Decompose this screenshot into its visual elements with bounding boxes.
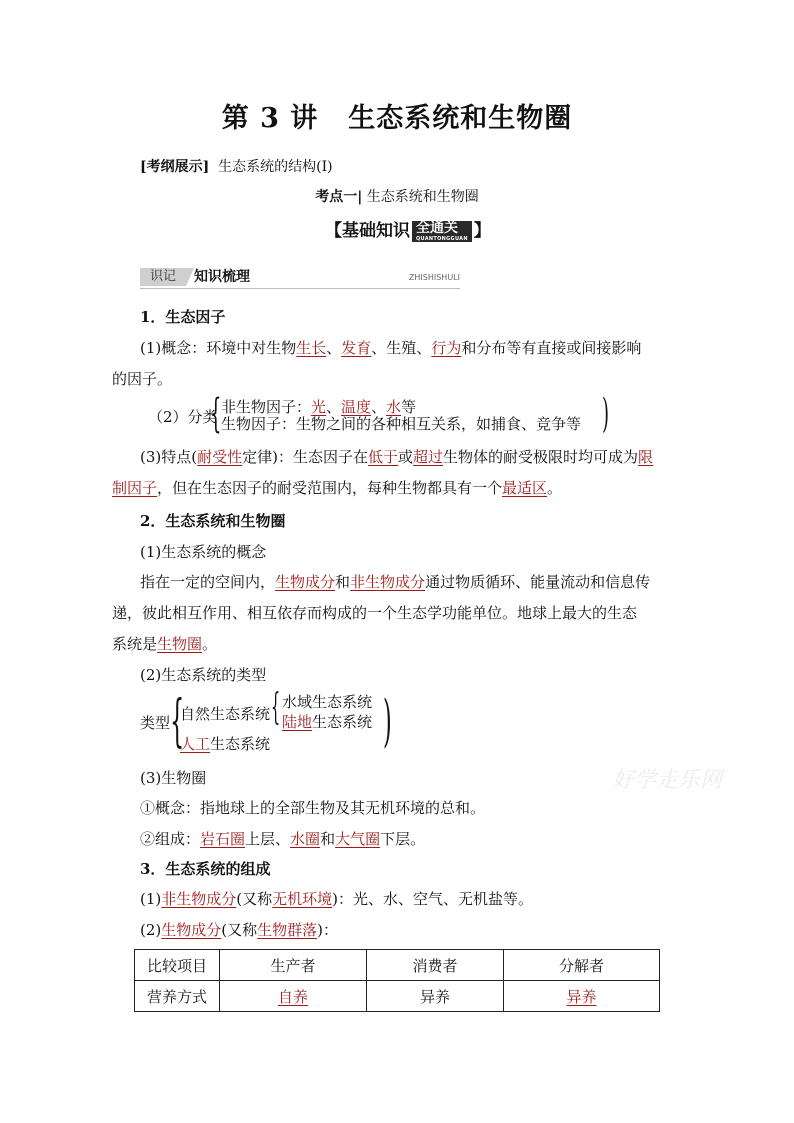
s2-heading: 2．生态系统和生物圈 bbox=[140, 512, 286, 530]
syllabus-line: [考纲展示] 生态系统的结构(Ⅰ) bbox=[140, 159, 333, 175]
s2-water-system: 水域生态系统 bbox=[282, 693, 373, 711]
s2-land-system: 陆地生态系统 bbox=[282, 713, 373, 731]
s2-concept-title: (1)生态系统的概念 bbox=[140, 543, 267, 561]
table-header-cell: 消费者 bbox=[367, 950, 504, 981]
s2-biosphere-comp: ②组成：岩石圈上层、水圈和大气圈下层。 bbox=[140, 830, 426, 848]
s1-concept-line2: 的因子。 bbox=[112, 370, 173, 388]
table-cell: 异养 bbox=[504, 981, 660, 1012]
table-header-cell: 比较项目 bbox=[135, 950, 220, 981]
section-bar bbox=[140, 268, 460, 289]
s1-biotic: 生物因子：生物之间的各种相互关系，如捕食、竞争等 bbox=[221, 415, 582, 433]
brace-open-types: { bbox=[170, 689, 185, 754]
s1-classify-label: （2）分类 bbox=[148, 408, 218, 426]
kaodian-heading: 考点一| 生态系统和生物圈 bbox=[315, 189, 479, 205]
table-header-cell: 生产者 bbox=[220, 950, 367, 981]
s2-natural: 自然生态系统 bbox=[180, 705, 271, 723]
s3-biotic: (2)生物成分(又称生物群落)： bbox=[140, 921, 338, 939]
s1-feature-line1: (3)特点(耐受性定律)：生态因子在低于或超过生物体的耐受极限时均可成为限 bbox=[140, 448, 654, 466]
comparison-table bbox=[134, 949, 660, 1012]
section-name: 知识梳理 bbox=[194, 269, 250, 285]
s1-feature-line2: 制因子，但在生态因子的耐受范围内，每种生物都具有一个最适区。 bbox=[112, 479, 563, 497]
brace-open-classify: { bbox=[210, 391, 222, 437]
s1-abiotic: 非生物因子：光、温度、水等 bbox=[221, 398, 417, 416]
table-header-row bbox=[135, 950, 660, 981]
brace-close-types: ) bbox=[383, 689, 392, 754]
s3-abiotic: (1)非生物成分(又称无机环境)：光、水、空气、无机盐等。 bbox=[140, 890, 533, 908]
s2-concept-line2: 递，彼此相互作用、相互依存而构成的一个生态学功能单位。地球上最大的生态 bbox=[112, 604, 638, 622]
s2-types-label: 类型 bbox=[140, 714, 171, 732]
s2-biosphere-title: (3)生物圈 bbox=[140, 769, 207, 787]
section-banner: 【基础知识 全通关 QUANTONGGUAN 】 bbox=[325, 219, 491, 242]
s2-concept-line1: 指在一定的空间内，生物成分和非生物成分通过物质循环、能量流动和信息传 bbox=[140, 573, 651, 591]
s1-concept-line1: (1)概念：环境中对生物生长、发育、生殖、行为和分布等有直接或间接影响 bbox=[140, 339, 642, 357]
s1-heading: 1．生态因子 bbox=[140, 308, 226, 326]
brace-close-classify: ) bbox=[602, 391, 610, 437]
s2-biosphere-def: ①概念：指地球上的全部生物及其无机环境的总和。 bbox=[140, 799, 486, 817]
s2-concept-line3: 系统是生物圈。 bbox=[112, 635, 218, 653]
brace-open-natural: { bbox=[271, 687, 281, 728]
s3-heading: 3．生态系统的组成 bbox=[140, 860, 271, 878]
banner-badge: 全通关 QUANTONGGUAN bbox=[412, 221, 472, 242]
section-pinyin: ZHISHISHULI bbox=[408, 273, 460, 282]
page-title: 第 3 讲 生态系统和生物圈 bbox=[221, 103, 573, 134]
section-tag: 识记 bbox=[140, 268, 186, 286]
s2-types-title: (2)生态系统的类型 bbox=[140, 666, 267, 684]
table-cell: 异养 bbox=[367, 981, 504, 1012]
s2-artificial: 人工生态系统 bbox=[180, 735, 271, 753]
table-cell: 自养 bbox=[220, 981, 367, 1012]
table-header-cell: 分解者 bbox=[504, 950, 660, 981]
table-row bbox=[135, 981, 660, 1012]
watermark: 好学走乐网 bbox=[612, 768, 723, 793]
table-cell: 营养方式 bbox=[135, 981, 220, 1012]
